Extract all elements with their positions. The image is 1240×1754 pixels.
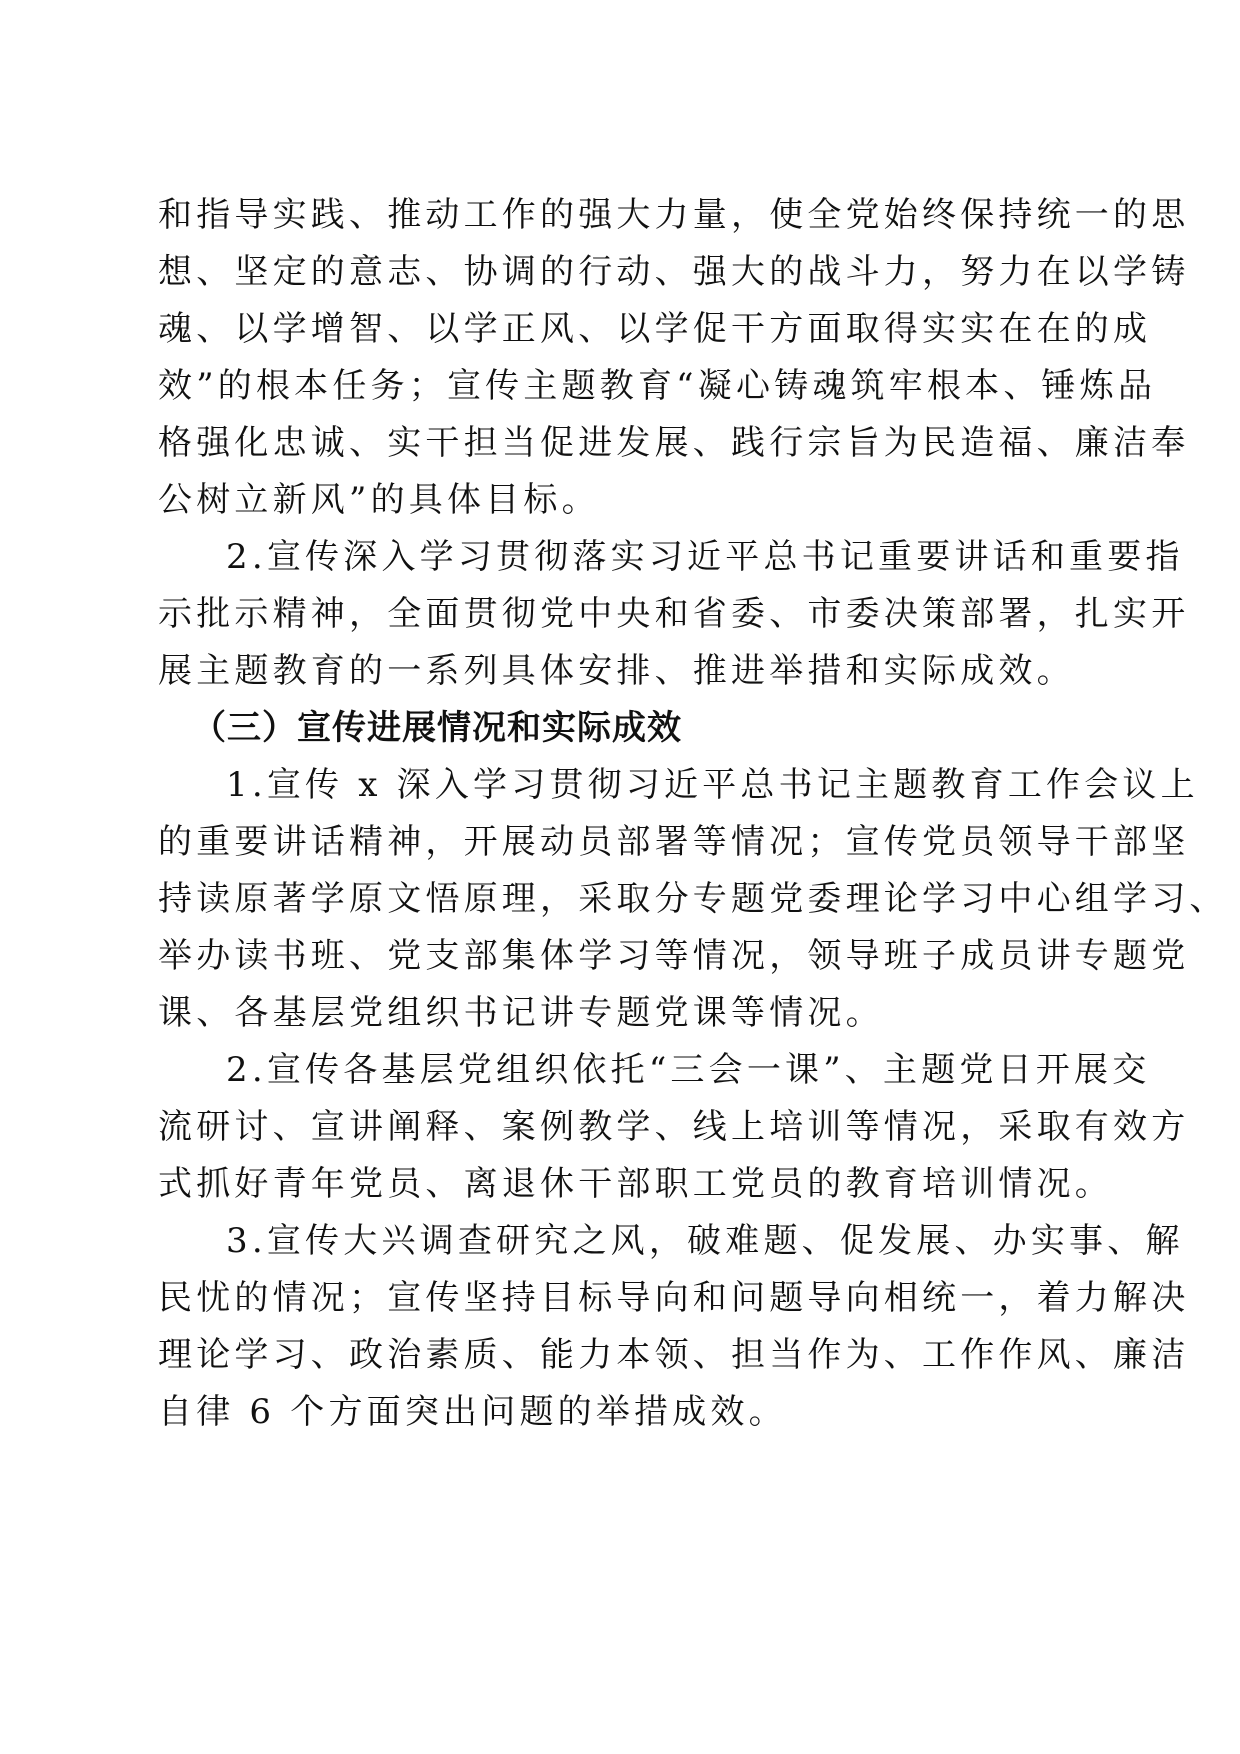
text-line: 格强化忠诚、实干担当促进发展、践行宗旨为民造福、廉洁奉 [158, 423, 1190, 463]
text-line: 展主题教育的一系列具体安排、推进举措和实际成效。 [158, 651, 1075, 691]
text-line: 公树立新风”的具体目标。 [158, 480, 600, 520]
text-line: 示批示精神，全面贯彻党中央和省委、市委决策部署，扎实开 [158, 594, 1190, 634]
text-line: 想、坚定的意志、协调的行动、强大的战斗力，努力在以学铸 [158, 252, 1190, 292]
text-line: 持读原著学原文悟原理，采取分专题党委理论学习中心组学习、 [158, 879, 1228, 919]
paragraph-first-line: 1.宣传 x 深入学习贯彻习近平总书记主题教育工作会议上 [226, 765, 1199, 805]
text-line: 流研讨、宣讲阐释、案例教学、线上培训等情况，采取有效方 [158, 1107, 1190, 1147]
text-line: 课、各基层党组织书记讲专题党课等情况。 [158, 993, 884, 1033]
text-line: 的重要讲话精神，开展动员部署等情况；宣传党员领导干部坚 [158, 822, 1190, 862]
text-line: 效”的根本任务；宣传主题教育“凝心铸魂筑牢根本、锤炼品 [158, 366, 1157, 406]
text-line: 举办读书班、党支部集体学习等情况，领导班子成员讲专题党 [158, 936, 1190, 976]
text-line: 和指导实践、推动工作的强大力量，使全党始终保持统一的思 [158, 195, 1190, 235]
paragraph-first-line: 2.宣传各基层党组织依托“三会一课”、主题党日开展交 [226, 1050, 1151, 1090]
paragraph-first-line: 3.宣传大兴调查研究之风，破难题、促发展、办实事、解 [226, 1221, 1184, 1261]
paragraph-first-line: 2.宣传深入学习贯彻落实习近平总书记重要讲话和重要指 [226, 537, 1184, 577]
section-heading: （三）宣传进展情况和实际成效 [192, 708, 682, 748]
text-line: 式抓好青年党员、离退休干部职工党员的教育培训情况。 [158, 1164, 1113, 1204]
text-line: 理论学习、政治素质、能力本领、担当作为、工作作风、廉洁 [158, 1335, 1190, 1375]
text-line: 自律 6 个方面突出问题的举措成效。 [158, 1392, 787, 1432]
text-line: 民忧的情况；宣传坚持目标导向和问题导向相统一，着力解决 [158, 1278, 1190, 1318]
text-line: 魂、以学增智、以学正风、以学促干方面取得实实在在的成 [158, 309, 1152, 349]
